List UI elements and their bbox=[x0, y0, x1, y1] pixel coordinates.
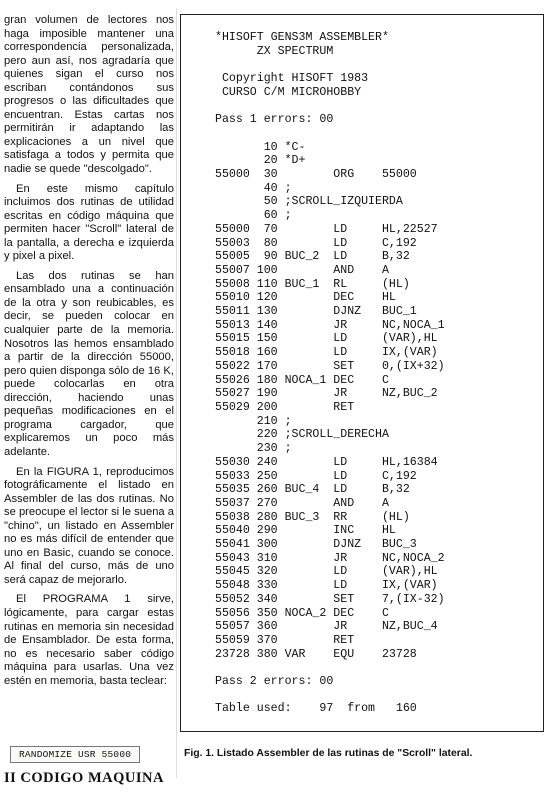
assembler-listing-figure bbox=[180, 14, 544, 732]
paragraph-3: Las dos rutinas se han ensamblado una a continuación de la otra y son reubicables, es decir, se pueden colocar en cualquier parte de la memoria. Nosotros las hemos ensamblado a partir de la dirección 55000, pero quien disponga sólo de 16 K, puede colocarlas en otra dirección, haciendo unas pequeñas modificaciones en el programa cargador, que explicaremos un poco más adelante. bbox=[4, 269, 174, 458]
assembler-listing-text: *HISOFT GENS3M ASSEMBLER* ZX SPECTRUM Copyright HISOFT 1983 CURSO C/M MICROHOBBY Pass 1 errors: 00 10 *C- 20 *D+ 55000 30 ORG 55000 40 ; 50 ;SCROLL_IZQUIERDA 60 ; 55000 70 LD HL,22527 55003 80 LD C,192 55005 90 BUC_2 LD B,32 55007 100 AND A 55008 110 BUC_1 RL (HL) 55010 120 DEC HL 55011 130 DJNZ BUC_1 55013 140 JR NC,NOCA_1 55015 150 LD (VAR),HL 55018 160 LD IX,(VAR) 55022 170 SET 0,(IX+32) 55026 180 NOCA_1 DEC C 55027 190 JR NZ,BUC_2 55029 200 RET 210 ; 220 ;SCROLL_DERECHA 230 ; 55030 240 LD HL,16384 55033 250 LD C,192 55035 260 BUC_4 LD B,32 55037 270 AND A 55038 280 BUC_3 RR (HL) 55040 290 INC HL 55041 300 DJNZ BUC_3 55043 310 JR NC,NOCA_2 55045 320 LD (VAR),HL 55048 330 LD IX,(VAR) 55052 340 SET 7,(IX-32) 55056 350 NOCA_2 DEC C 55057 360 JR NZ,BUC_4 55059 370 RET 23728 380 VAR EQU 23728 Pass 2 errors: 00 Table used: 97 from 160 bbox=[215, 31, 445, 716]
column-divider bbox=[176, 8, 177, 778]
paragraph-2: En este mismo capítulo incluimos dos rutinas de utilidad escritas en código máquina que permiten hacer "Scroll" lateral de la pantalla, a derecha e izquierda y pixel a pixel. bbox=[4, 182, 174, 263]
randomize-command-box: RANDOMIZE USR 55000 bbox=[10, 746, 140, 763]
paragraph-1: gran volumen de lectores nos haga imposible mantener una correspondencia personalizada, pero aun así, nos agradaría que quienes sigan el curso nos escriban contándonos sus progresos o las dificultades que encuentran. Estas cartas nos permitirán ir adaptando las explicaciones a un nivel que satisfaga a todos y permita que nadie se quede "descolgado". bbox=[4, 14, 174, 176]
figure-caption: Fig. 1. Listado Assembler de las rutinas de "Scroll" lateral. bbox=[184, 748, 473, 759]
paragraph-5: El PROGRAMA 1 sirve, lógicamente, para cargar estas rutinas en memoria sin necesidad de Ensamblador. De esta forma, no es necesario saber código máquina para usarlas. Una vez estén en memoria, basta teclear: bbox=[4, 593, 174, 687]
article-text-column bbox=[4, 14, 174, 694]
section-heading: II CODIGO MAQUINA bbox=[4, 770, 164, 786]
paragraph-4: En la FIGURA 1, reproducimos fotográficamente el listado en Assembler de las dos rutinas. No se preocupe el lector si le suena a "chino", un listado en Assembler no es más difícil de entender que uno en Basic, cuando se conoce. Al final del curso, más de uno será capaz de mejorarlo. bbox=[4, 465, 174, 586]
